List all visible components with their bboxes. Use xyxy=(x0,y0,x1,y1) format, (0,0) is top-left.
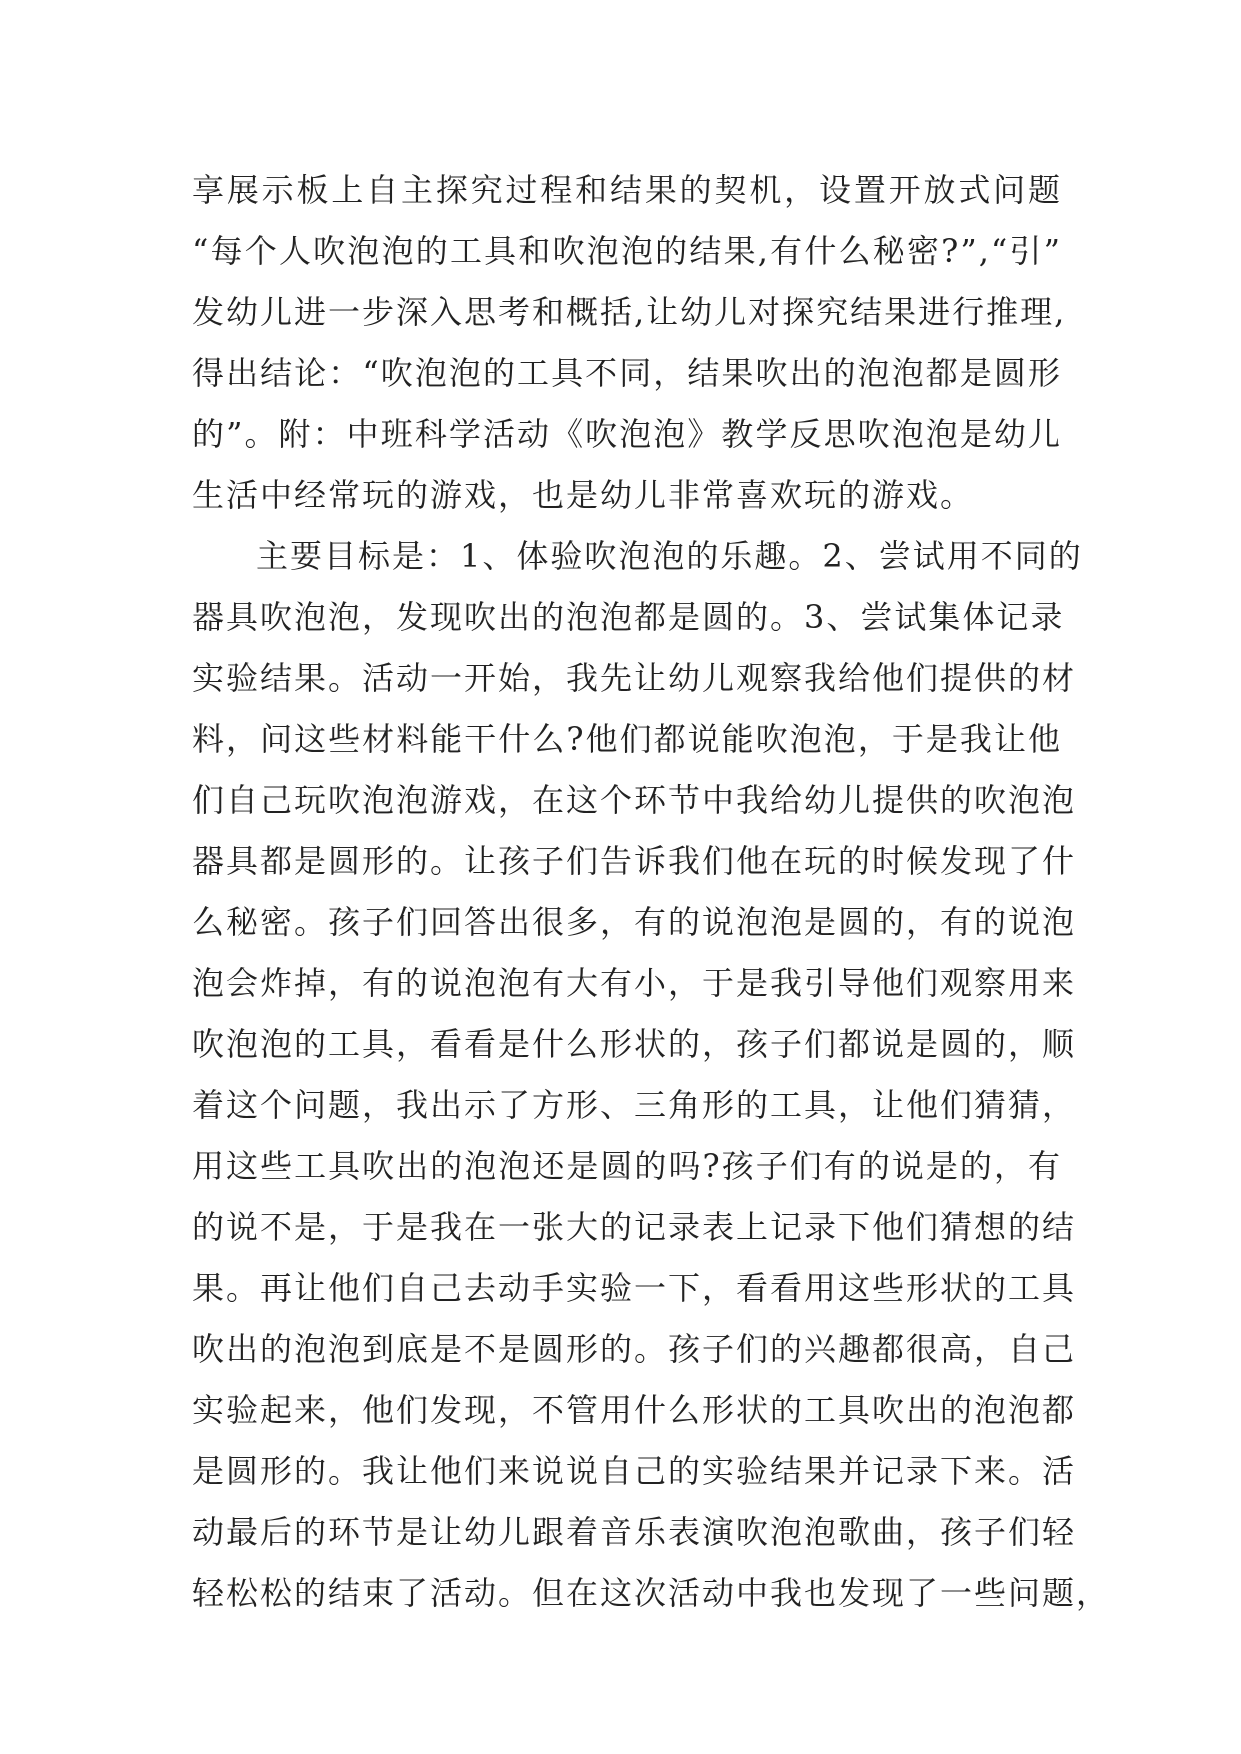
text-line: 实验起来，他们发现，不管用什么形状的工具吹出的泡泡都 xyxy=(192,1391,1077,1429)
text-line: “每个人吹泡泡的工具和吹泡泡的结果,有什么秘密?”,“引” xyxy=(192,232,1062,270)
text-line: 吹出的泡泡到底是不是圆形的。孩子们的兴趣都很高，自己 xyxy=(192,1330,1077,1368)
text-line: 是圆形的。我让他们来说说自己的实验结果并记录下来。活 xyxy=(192,1452,1077,1490)
text-line: 器具吹泡泡，发现吹出的泡泡都是圆的。3、尝试集体记录 xyxy=(192,598,1065,636)
text-line: 得出结论：“吹泡泡的工具不同，结果吹出的泡泡都是圆形 xyxy=(192,354,1062,392)
text-line: 料，问这些材料能干什么?他们都说能吹泡泡，于是我让他 xyxy=(192,720,1062,758)
text-line: 们自己玩吹泡泡游戏，在这个环节中我给幼儿提供的吹泡泡 xyxy=(192,781,1077,819)
paragraph-1 xyxy=(192,160,1067,526)
text-line: 果。再让他们自己去动手实验一下，看看用这些形状的工具 xyxy=(192,1269,1077,1307)
text-line: 着这个问题，我出示了方形、三角形的工具，让他们猜猜， xyxy=(192,1086,1077,1124)
text-line: 动最后的环节是让幼儿跟着音乐表演吹泡泡歌曲，孩子们轻 xyxy=(192,1513,1077,1551)
text-line: 主要目标是：1、体验吹泡泡的乐趣。2、尝试用不同的 xyxy=(256,537,1083,575)
paragraph-2 xyxy=(192,526,1111,1624)
text-line: 生活中经常玩的游戏，也是幼儿非常喜欢玩的游戏。 xyxy=(192,476,975,514)
text-line: 实验结果。活动一开始，我先让幼儿观察我给他们提供的材 xyxy=(192,659,1077,697)
text-line: 轻松松的结束了活动。但在这次活动中我也发现了一些问题， xyxy=(192,1574,1111,1612)
text-line: 发幼儿进一步深入思考和概括,让幼儿对探究结果进行推理, xyxy=(192,293,1067,331)
text-line: 的”。附：中班科学活动《吹泡泡》教学反思吹泡泡是幼儿 xyxy=(192,415,1062,453)
text-line: 泡会炸掉，有的说泡泡有大有小，于是我引导他们观察用来 xyxy=(192,964,1077,1002)
text-line: 享展示板上自主探究过程和结果的契机，设置开放式问题 xyxy=(192,171,1062,209)
text-line: 么秘密。孩子们回答出很多，有的说泡泡是圆的，有的说泡 xyxy=(192,903,1077,941)
document-body xyxy=(192,160,1111,1624)
text-line: 器具都是圆形的。让孩子们告诉我们他在玩的时候发现了什 xyxy=(192,842,1077,880)
text-line: 的说不是，于是我在一张大的记录表上记录下他们猜想的结 xyxy=(192,1208,1077,1246)
text-line: 吹泡泡的工具，看看是什么形状的，孩子们都说是圆的，顺 xyxy=(192,1025,1077,1063)
text-line: 用这些工具吹出的泡泡还是圆的吗?孩子们有的说是的，有 xyxy=(192,1147,1062,1185)
